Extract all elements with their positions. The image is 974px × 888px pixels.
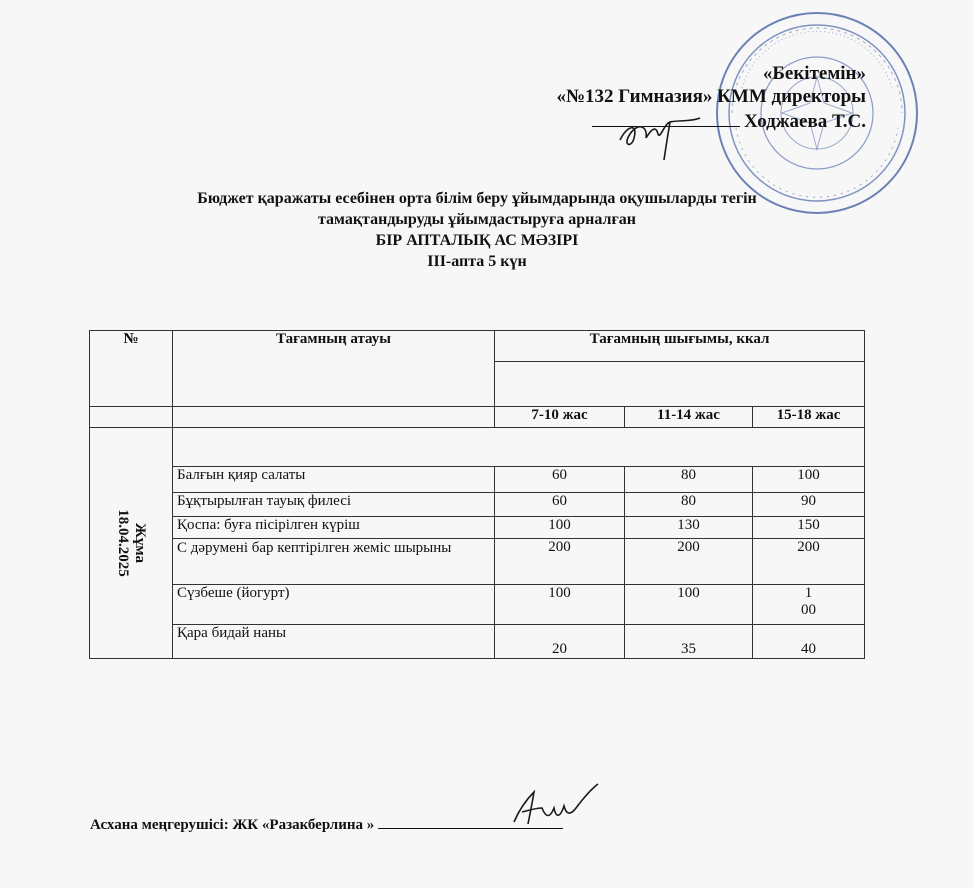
kcal-15-18: 40 bbox=[753, 625, 865, 659]
director-signature bbox=[608, 104, 718, 164]
kcal-11-14: 100 bbox=[625, 585, 753, 625]
dish-name: Сүзбеше (йогурт) bbox=[173, 585, 495, 625]
document-title bbox=[0, 188, 974, 272]
kcal-11-14: 80 bbox=[625, 493, 753, 517]
kcal-7-10: 200 bbox=[495, 539, 625, 585]
approval-title: «Бекітемін» bbox=[762, 63, 866, 84]
title-line-2: тамақтандыруды ұйымдастыруға арналған bbox=[317, 211, 636, 228]
kcal-15-18-part2: 00 bbox=[801, 602, 817, 618]
footer-signature-block bbox=[90, 812, 563, 834]
table-row bbox=[90, 493, 865, 517]
kcal-11-14: 80 bbox=[625, 467, 753, 493]
kcal-15-18: 90 bbox=[753, 493, 865, 517]
header-yield: Тағамның шығымы, ккал bbox=[495, 331, 865, 362]
header-age-11-14: 11-14 жас bbox=[625, 407, 753, 428]
kcal-11-14: 130 bbox=[625, 517, 753, 539]
cook-head-label: Асхана меңгерушісі: ЖК «Разакберлина » bbox=[90, 817, 375, 833]
dish-name: Балғын қияр салаты bbox=[173, 467, 495, 493]
table-row bbox=[90, 517, 865, 539]
table-row bbox=[90, 585, 865, 625]
table-row bbox=[90, 539, 865, 585]
kcal-7-10: 60 bbox=[495, 493, 625, 517]
header-dish-name: Тағамның атауы bbox=[173, 331, 495, 407]
cook-signature bbox=[500, 778, 610, 838]
kcal-11-14: 200 bbox=[625, 539, 753, 585]
day-cell bbox=[90, 428, 173, 659]
day-date: 18.04.2025 bbox=[115, 509, 131, 577]
dish-name: Қоспа: буға пісірілген күріш bbox=[173, 517, 495, 539]
header-age-7-10: 7-10 жас bbox=[495, 407, 625, 428]
table-row bbox=[90, 467, 865, 493]
approval-position: «№132 Гимназия» КММ директоры bbox=[556, 86, 866, 107]
kcal-11-14: 35 bbox=[625, 625, 753, 659]
kcal-7-10: 100 bbox=[495, 585, 625, 625]
header-number: № bbox=[90, 331, 173, 407]
kcal-7-10: 100 bbox=[495, 517, 625, 539]
title-line-4: ІІІ-апта 5 күн bbox=[427, 253, 527, 270]
table-row-empty bbox=[173, 428, 865, 467]
kcal-15-18 bbox=[753, 585, 865, 625]
header-age-15-18: 15-18 жас bbox=[753, 407, 865, 428]
header-yield-spacer bbox=[495, 362, 865, 407]
menu-table bbox=[89, 330, 865, 659]
header-number-cont bbox=[90, 407, 173, 428]
kcal-15-18: 150 bbox=[753, 517, 865, 539]
kcal-15-18: 100 bbox=[753, 467, 865, 493]
kcal-7-10: 60 bbox=[495, 467, 625, 493]
kcal-15-18-part1: 1 bbox=[804, 585, 813, 601]
header-dish-cont bbox=[173, 407, 495, 428]
title-line-3: БІР АПТАЛЫҚ АС МӘЗІРІ bbox=[375, 232, 579, 249]
table-row bbox=[90, 625, 865, 659]
title-line-1: Бюджет қаражаты есебінен орта білім беру ұйымдарында оқушыларды тегін bbox=[197, 190, 757, 207]
dish-name: Бұқтырылған тауық филесі bbox=[173, 493, 495, 517]
kcal-15-18: 200 bbox=[753, 539, 865, 585]
kcal-7-10: 20 bbox=[495, 625, 625, 659]
day-weekday: Жұма bbox=[132, 523, 148, 563]
director-name: Ходжаева Т.С. bbox=[744, 111, 866, 132]
dish-name: С дәрумені бар кептірілген жеміс шырыны bbox=[173, 539, 495, 585]
dish-name: Қара бидай наны bbox=[173, 625, 495, 659]
